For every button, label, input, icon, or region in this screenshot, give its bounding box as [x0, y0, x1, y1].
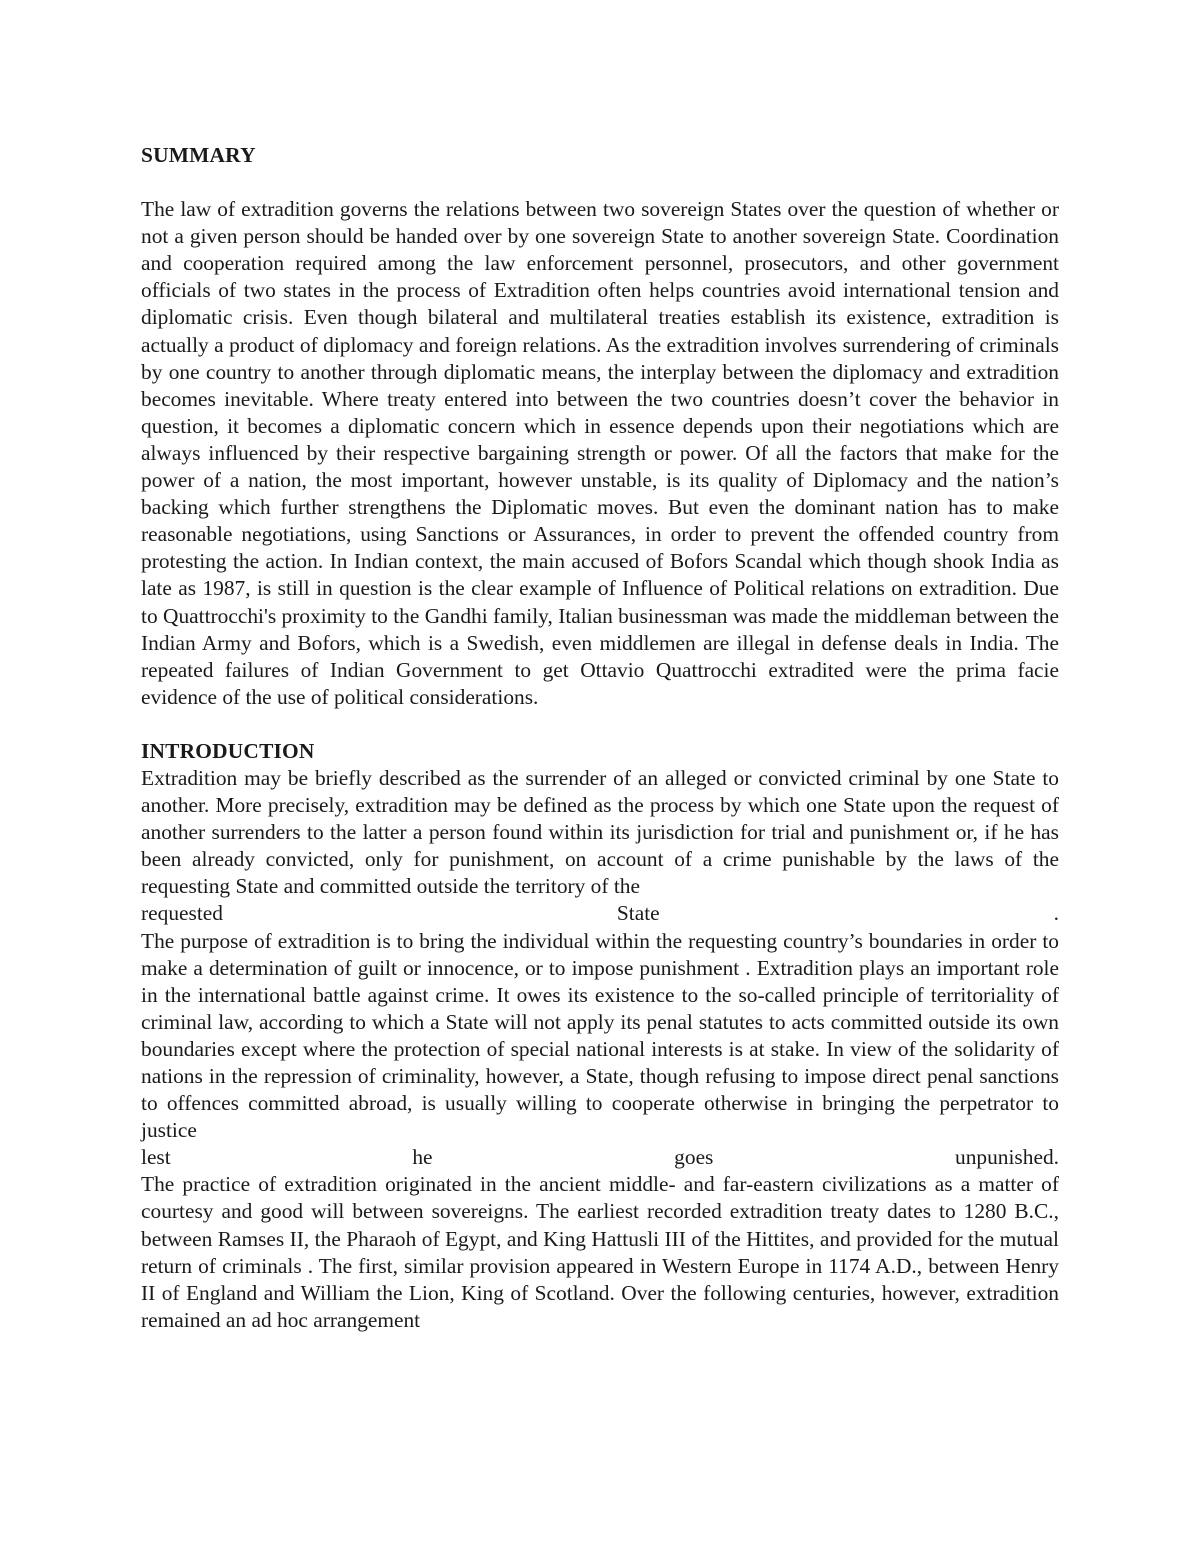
introduction-paragraph-2-last-line [141, 1144, 1059, 1171]
spread-word: requested [141, 901, 223, 926]
spread-word: State [616, 901, 660, 926]
summary-paragraph: The law of extradition governs the relations between two sovereign States over the question of whether or not a given person should be handed over by one sovereign State to another sovereign State. Coordination and cooperation required among the law enforcement personnel, prosecutors, and other government officials of two states in the process of Extradition often helps countries avoid international tension and diplomatic crisis. Even though bilateral and multilateral treaties establish its existence, extradition is actually a product of diplomacy and foreign relations. As the extradition involves surrendering of criminals by one country to another through diplomatic means, the interplay between the diplomacy and extradition becomes inevitable. Where treaty entered into between the two countries doesn’t cover the behavior in question, it becomes a diplomatic concern which in essence depends upon their negotiations which are always influenced by their respective bargaining strength or power. Of all the factors that make for the power of a nation, the most important, however unstable, is its quality of Diplomacy and the nation’s backing which further strengthens the Diplomatic moves. But even the dominant nation has to make reasonable negotiations, using Sanctions or Assurances, in order to prevent the offended country from protesting the action. In Indian context, the main accused of Bofors Scandal which though shook India as late as 1987, is still in question is the clear example of Influence of Political relations on extradition. Due to Quattrocchi's proximity to the Gandhi family, Italian businessman was made the middleman between the Indian Army and Bofors, which is a Swedish, even middlemen are illegal in defense deals in India. The repeated failures of Indian Government to get Ottavio Quattrocchi extradited were the prima facie evidence of the use of political considerations. [141, 197, 1059, 709]
document-page [141, 142, 1059, 1334]
introduction-paragraph-1: Extradition may be briefly described as the surrender of an alleged or convicted criminal by one State to another. More precisely, extradition may be defined as the process by which one State upon the request of another surrenders to the latter a person found within its jurisdiction for trial and punishment or, if he has been already convicted, only for punishment, on account of a crime punishable by the laws of the requesting State and committed outside the territory of the [141, 765, 1059, 899]
summary-heading: SUMMARY [141, 143, 256, 167]
spread-word: he [412, 1145, 433, 1170]
spread-word: . [1053, 901, 1059, 926]
spread-word: lest [141, 1145, 171, 1170]
introduction-paragraph-1-last-line [141, 900, 1059, 927]
introduction-paragraph-3: The practice of extradition originated in the ancient middle- and far-eastern civilizations as a matter of courtesy and good will between sovereigns. The earliest recorded extradition treaty dates to 1280 B.C., between Ramses II, the Pharaoh of Egypt, and King Hattusli III of the Hittites, and provided for the mutual return of criminals . The first, similar provision appeared in Western Europe in 1174 A.D., between Henry II of England and William the Lion, King of Scotland. Over the following centuries, however, extradition remained an ad hoc arrangement [141, 1172, 1059, 1332]
introduction-heading: INTRODUCTION [141, 738, 315, 763]
spread-word: goes [674, 1145, 714, 1170]
introduction-paragraph-2: The purpose of extradition is to bring the individual within the requesting country’s boundaries in order to make a determination of guilt or innocence, or to impose punishment . Extradition plays an important role in the international battle against crime. It owes its existence to the so-called principle of territoriality of criminal law, according to which a State will not apply its penal statutes to acts committed outside its own boundaries except where the protection of special national interests is at stake. In view of the solidarity of nations in the repression of criminality, however, a State, though refusing to impose direct penal sanctions to offences committed abroad, is usually willing to cooperate otherwise in bringing the perpetrator to justice [141, 928, 1059, 1143]
spread-word: unpunished. [955, 1145, 1059, 1170]
